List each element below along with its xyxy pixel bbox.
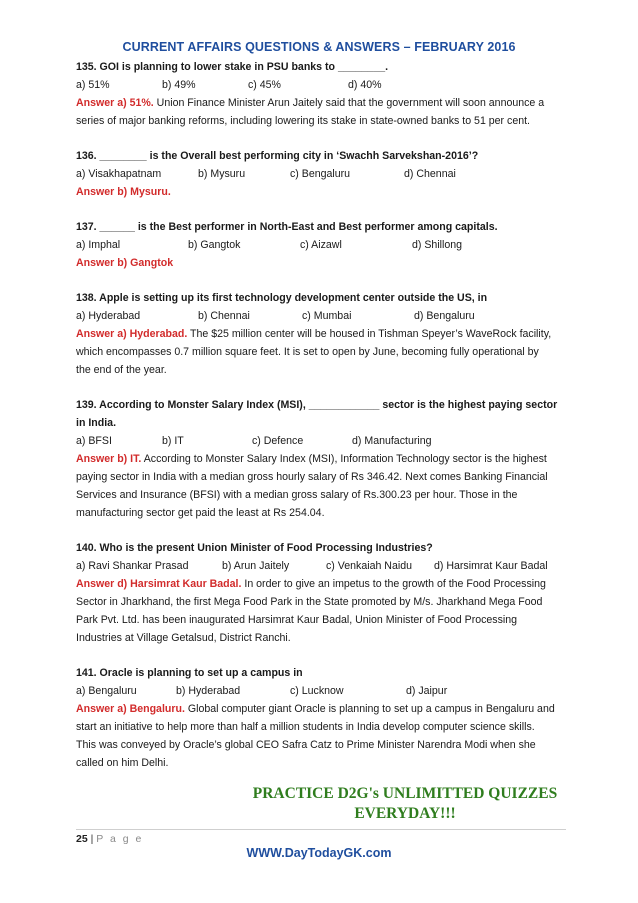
option-item: c) Aizawl [300, 239, 342, 251]
option-item: a) Bengaluru [76, 685, 137, 697]
question-text: 136. ________ is the Overall best performing city in ‘Swachh Sarvekshan-2016’? [76, 150, 479, 162]
option-item: b) Mysuru [198, 168, 246, 180]
answer-label: Answer a) Bengaluru. [76, 703, 185, 715]
answer-line: Union Finance Minister Arun Jaitely said that the government will soon announce a [153, 97, 545, 109]
answer-label: Answer b) Mysuru. [76, 186, 171, 198]
answer-label: Answer d) Harsimrat Kaur Badal. [76, 578, 242, 590]
answer-line: start an initiative to help more than half a million students in India develop computer science skills. [76, 721, 535, 733]
answer-text [76, 575, 566, 647]
option-item: b) Chennai [198, 310, 250, 322]
options-row [76, 236, 566, 254]
question-text: 138. Apple is setting up its first technology development center outside the US, in [76, 292, 488, 304]
promo-line-2: EVERYDAY!!! [354, 805, 456, 822]
question-text: 140. Who is the present Union Minister of Food Processing Industries? [76, 542, 433, 554]
page-number-separator: | [87, 833, 97, 845]
question-spacer [76, 272, 566, 289]
page-header-title: CURRENT AFFAIRS QUESTIONS & ANSWERS – FEBRUARY 2016 [122, 40, 516, 54]
question-text: 135. GOI is planning to lower stake in PSU banks to ________. [76, 61, 389, 73]
option-item: d) Jaipur [406, 685, 448, 697]
answer-line: In order to give an impetus to the growth of the Food Processing [241, 578, 546, 590]
answer-label: Answer b) IT. [76, 453, 142, 465]
promo-line-1: PRACTICE D2G's UNLIMITTED QUIZZES [252, 785, 558, 802]
page-number [76, 833, 143, 845]
question-text: 139. According to Monster Salary Index (MSI), ____________ sector is the highest paying sector in India. [76, 399, 558, 429]
option-item: a) Visakhapatnam [76, 168, 162, 180]
option-item: d) Shillong [412, 239, 463, 251]
website-link[interactable]: WWW.DayTodayGK.com [246, 846, 392, 860]
page-number-value: 25 [76, 833, 88, 845]
question-text: 137. ______ is the Best performer in North-East and Best performer among capitals. [76, 221, 498, 233]
question-block [76, 396, 566, 539]
option-item: c) Bengaluru [290, 168, 351, 180]
answer-line: The $25 million center will be housed in Tishman Speyer’s WaveRock facility, [187, 328, 552, 340]
question-block [76, 664, 566, 772]
option-item: a) Hyderabad [76, 310, 141, 322]
answer-text [76, 94, 566, 130]
answer-line: which encompasses 0.7 million square feet. It is set to open by June, becoming fully operational by [76, 346, 539, 358]
options-row [76, 165, 566, 183]
footer-divider [76, 829, 566, 830]
option-item: b) Arun Jaitely [222, 560, 290, 572]
option-item: d) Harsimrat Kaur Badal [434, 560, 548, 572]
answer-line: Industries at Village Getalsud, District Ranchi. [76, 632, 291, 644]
answer-text [76, 700, 566, 772]
option-item: d) Chennai [404, 168, 456, 180]
question-block [76, 218, 566, 289]
option-item: d) Manufacturing [352, 435, 432, 447]
answer-line: manufacturing sector get paid the least at Rs 254.04. [76, 507, 325, 519]
option-item: d) Bengaluru [414, 310, 475, 322]
option-item: b) IT [162, 435, 184, 447]
answer-text [76, 325, 566, 379]
option-item: b) Gangtok [188, 239, 241, 251]
option-item: a) BFSI [76, 435, 112, 447]
option-item: c) Venkaiah Naidu [326, 560, 412, 572]
option-item: d) 40% [348, 79, 382, 91]
answer-line: the end of the year. [76, 364, 167, 376]
answer-line: This was conveyed by Oracle’s global CEO Safra Catz to Prime Minister Narendra Modi when she [76, 739, 536, 751]
question-spacer [76, 130, 566, 147]
answer-label: Answer b) Gangtok [76, 257, 174, 269]
answer-line: paying sector in India with a median gross hourly salary of Rs 346.42. Next comes Banking Financial [76, 471, 548, 483]
question-text: 141. Oracle is planning to set up a campus in [76, 667, 303, 679]
question-block [76, 539, 566, 664]
answer-line: Services and Insurance (BFSI) with a median gross salary of Rs.300.23 per hour. Those in the [76, 489, 518, 501]
promo-banner [215, 784, 595, 824]
answer-label: Answer a) 51%. [76, 97, 154, 109]
option-item: a) Ravi Shankar Prasad [76, 560, 189, 572]
page-word: P a g e [96, 833, 144, 845]
answer-line: According to Monster Salary Index (MSI), Information Technology sector is the highest [141, 453, 547, 465]
question-spacer [76, 201, 566, 218]
option-item: c) Defence [252, 435, 304, 447]
option-item: b) 49% [162, 79, 196, 91]
question-spacer [76, 379, 566, 396]
option-item: b) Hyderabad [176, 685, 241, 697]
option-item: c) 45% [248, 79, 281, 91]
answer-line: Park Pvt. Ltd. has been inaugurated Harsimrat Kaur Badal, Union Minister of Food Processing [76, 614, 518, 626]
question-block [76, 147, 566, 218]
answer-line: Sector in Jharkhand, the first Mega Food Park in the State promoted by M/s. Jharkhand Mega Food [76, 596, 543, 608]
questions-list [76, 58, 566, 772]
question-spacer [76, 647, 566, 664]
options-row [76, 432, 566, 450]
answer-text [76, 254, 566, 272]
question-block [76, 58, 566, 147]
answer-line: called on him Delhi. [76, 757, 169, 769]
options-row [76, 557, 566, 575]
option-item: c) Lucknow [290, 685, 344, 697]
answer-text [76, 183, 566, 201]
option-item: a) 51% [76, 79, 110, 91]
options-row [76, 307, 566, 325]
options-row [76, 682, 566, 700]
answer-text [76, 450, 566, 522]
answer-line: Global computer giant Oracle is planning to set up a campus in Bengaluru and [184, 703, 555, 715]
question-spacer [76, 522, 566, 539]
answer-line: series of major banking reforms, including lowering its stake in state-owned banks to 51 per cent. [76, 115, 530, 127]
option-item: a) Imphal [76, 239, 121, 251]
question-block [76, 289, 566, 396]
options-row [76, 76, 566, 94]
answer-label: Answer a) Hyderabad. [76, 328, 188, 340]
option-item: c) Mumbai [302, 310, 352, 322]
